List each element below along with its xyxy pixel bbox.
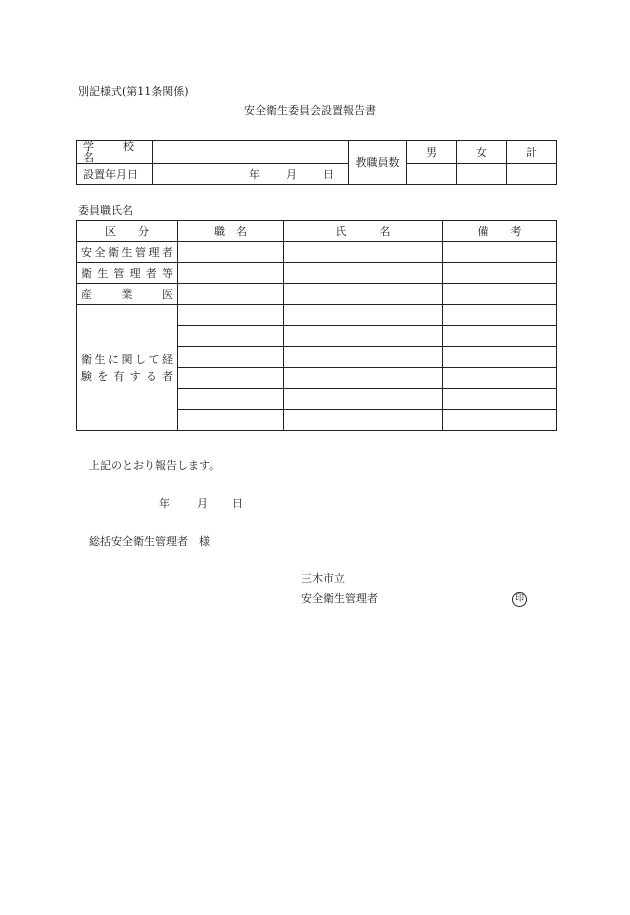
name-cell[interactable]	[284, 410, 443, 431]
col-total: 計	[507, 141, 557, 164]
name-cell[interactable]	[284, 242, 443, 263]
remarks-cell[interactable]	[443, 347, 557, 368]
position-cell[interactable]	[178, 242, 284, 263]
addressee: 総括安全衛生管理者 様	[89, 535, 210, 548]
male-count-field[interactable]	[407, 164, 457, 185]
organization: 三木市立	[301, 572, 345, 585]
remarks-cell[interactable]	[443, 326, 557, 347]
position-cell[interactable]	[178, 284, 284, 305]
date-month-label: 月	[286, 168, 297, 181]
row-label-industrial-physician: 産 業 医	[77, 284, 178, 305]
row-label-safety-manager: 安全衛生管理者	[77, 242, 178, 263]
name-cell[interactable]	[284, 389, 443, 410]
col-female: 女	[457, 141, 507, 164]
header-position: 職 名	[178, 221, 284, 242]
staff-count-label: 教職員数	[349, 141, 407, 185]
table-row	[77, 284, 557, 305]
remarks-cell[interactable]	[443, 284, 557, 305]
report-date-day: 日	[232, 497, 243, 510]
position-cell[interactable]	[178, 263, 284, 284]
remarks-cell[interactable]	[443, 368, 557, 389]
header-category: 区 分	[77, 221, 178, 242]
school-name-label: 学 校 名	[77, 141, 153, 164]
female-count-field[interactable]	[457, 164, 507, 185]
name-cell[interactable]	[284, 263, 443, 284]
position-cell[interactable]	[178, 326, 284, 347]
remarks-cell[interactable]	[443, 305, 557, 326]
header-remarks: 備 考	[443, 221, 557, 242]
reporter-title: 安全衛生管理者	[301, 592, 378, 605]
name-cell[interactable]	[284, 368, 443, 389]
report-statement: 上記のとおり報告します。	[89, 459, 221, 472]
members-table	[76, 220, 557, 431]
name-cell[interactable]	[284, 347, 443, 368]
report-date-month: 月	[197, 497, 208, 510]
position-cell[interactable]	[178, 347, 284, 368]
table-row	[77, 263, 557, 284]
table-row	[77, 242, 557, 263]
name-cell[interactable]	[284, 284, 443, 305]
form-reference: 別記様式(第11条関係)	[78, 85, 189, 98]
remarks-cell[interactable]	[443, 242, 557, 263]
school-name-field[interactable]	[153, 141, 349, 164]
col-male: 男	[407, 141, 457, 164]
position-cell[interactable]	[178, 368, 284, 389]
established-date-label: 設置年月日	[77, 164, 153, 185]
total-count-field[interactable]	[507, 164, 557, 185]
seal-mark: 印	[512, 592, 527, 607]
school-info-table	[76, 140, 557, 185]
remarks-cell[interactable]	[443, 389, 557, 410]
established-date-field[interactable]	[153, 164, 349, 185]
remarks-cell[interactable]	[443, 410, 557, 431]
document-title: 安全衛生委員会設置報告書	[244, 104, 376, 117]
table-row	[77, 305, 557, 326]
date-year-label: 年	[249, 168, 260, 181]
members-section-label: 委員職氏名	[78, 204, 133, 217]
row-label-health-manager: 衛生管理者等	[77, 263, 178, 284]
header-name: 氏 名	[284, 221, 443, 242]
position-cell[interactable]	[178, 389, 284, 410]
name-cell[interactable]	[284, 326, 443, 347]
date-day-label: 日	[323, 168, 334, 181]
position-cell[interactable]	[178, 305, 284, 326]
name-cell[interactable]	[284, 305, 443, 326]
remarks-cell[interactable]	[443, 263, 557, 284]
position-cell[interactable]	[178, 410, 284, 431]
report-date-year: 年	[159, 497, 170, 510]
row-label-experienced: 衛生に関して経 験を有する者	[77, 305, 178, 431]
